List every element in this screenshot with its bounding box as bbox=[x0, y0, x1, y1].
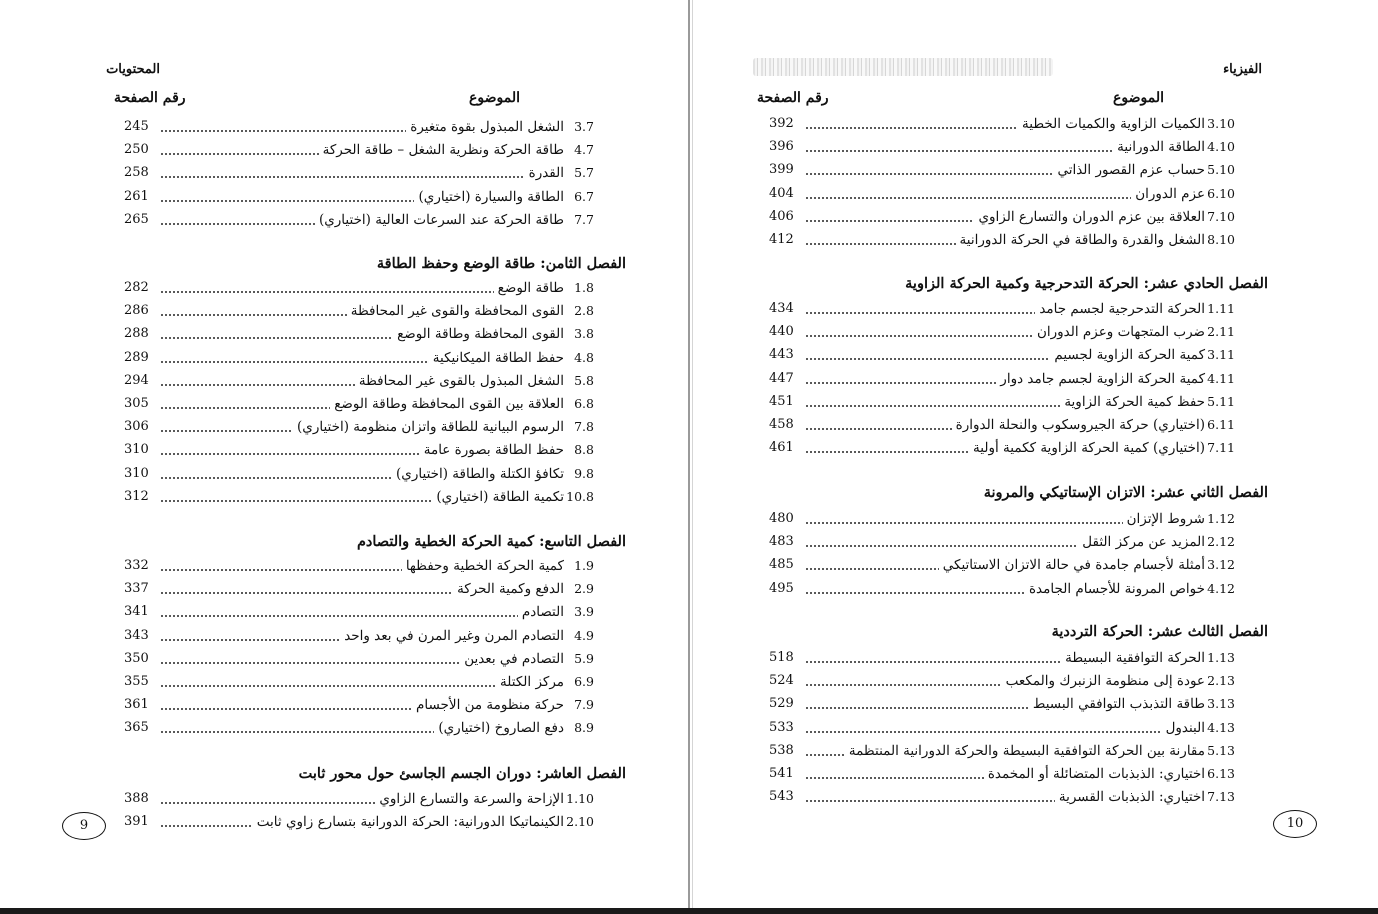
entry-page: 312 bbox=[124, 488, 149, 504]
toc-entry bbox=[805, 136, 1235, 158]
leader-dots bbox=[160, 825, 253, 827]
entry-number: 5.11 bbox=[1207, 393, 1235, 409]
entry-number: 3.8 bbox=[574, 326, 594, 342]
entry-title: الطاقة الدورانية bbox=[1117, 139, 1205, 156]
entry-page: 282 bbox=[124, 280, 149, 295]
entry-page: 447 bbox=[769, 370, 794, 386]
toc-entry bbox=[805, 113, 1235, 135]
toc-entry bbox=[805, 578, 1235, 600]
entry-number: 10.8 bbox=[566, 488, 594, 504]
entry-number: 6.10 bbox=[1207, 185, 1235, 201]
toc-entry bbox=[160, 463, 594, 485]
entry-number: 6.11 bbox=[1207, 417, 1235, 432]
leader-dots bbox=[160, 384, 355, 386]
leader-dots bbox=[805, 707, 1029, 709]
leader-dots bbox=[160, 153, 319, 155]
leader-dots bbox=[160, 407, 330, 409]
leader-dots bbox=[160, 662, 460, 664]
entry-page: 306 bbox=[124, 419, 149, 435]
entry-page: 392 bbox=[769, 116, 794, 131]
toc-entry bbox=[160, 116, 594, 138]
entry-title: اختياري: الذبذبات القسرية bbox=[1058, 789, 1205, 806]
entry-number: 4.9 bbox=[574, 627, 594, 643]
entry-page: 310 bbox=[124, 442, 149, 458]
entry-title: العلاقة بين القوى المحافظة وطاقة الوضع bbox=[334, 396, 564, 412]
entry-page: 391 bbox=[124, 814, 149, 830]
entry-number: 2.12 bbox=[1207, 534, 1235, 550]
entry-title: كمية الحركة الزاوية لجسم جامد دوار bbox=[1000, 370, 1205, 387]
entry-page: 365 bbox=[124, 720, 149, 736]
entry-number: 4.7 bbox=[574, 142, 594, 158]
entry-title: القدرة bbox=[528, 165, 564, 182]
toc-entry bbox=[805, 647, 1235, 669]
entry-number: 2.8 bbox=[574, 303, 594, 319]
entry-title: اختياري: الذبذبات المتضائلة أو المخمدة bbox=[987, 766, 1205, 782]
toc-entry bbox=[805, 206, 1235, 228]
entry-number: 7.10 bbox=[1207, 208, 1235, 224]
entry-page: 261 bbox=[124, 188, 149, 204]
toc-entry bbox=[805, 321, 1235, 343]
entry-page: 543 bbox=[769, 789, 794, 805]
entry-title: طاقة التذبذب التوافقي البسيط bbox=[1032, 696, 1205, 713]
leader-dots bbox=[160, 569, 402, 571]
leader-dots bbox=[160, 477, 392, 479]
entry-number: 6.7 bbox=[574, 188, 594, 204]
leader-dots bbox=[805, 197, 1131, 199]
entry-number: 2.11 bbox=[1207, 324, 1235, 340]
toc-entry bbox=[805, 693, 1235, 715]
entry-number: 1.12 bbox=[1207, 511, 1235, 526]
entry-number: 4.13 bbox=[1207, 719, 1235, 735]
column-header-page: رقم الصفحة bbox=[757, 90, 829, 106]
entry-title: التصادم في بعدين bbox=[464, 650, 564, 667]
leader-dots bbox=[805, 800, 1055, 802]
entry-page: 286 bbox=[124, 303, 149, 319]
leader-dots bbox=[805, 731, 1162, 733]
entry-number: 3.9 bbox=[574, 604, 594, 620]
toc-entry bbox=[805, 554, 1235, 576]
leader-dots bbox=[805, 127, 1018, 129]
leader-dots bbox=[805, 451, 969, 453]
chapter-heading: الفصل الثاني عشر: الاتزان الإستاتيكي والمرونة bbox=[983, 484, 1268, 501]
entry-page: 529 bbox=[769, 696, 794, 712]
entry-number: 1.11 bbox=[1207, 301, 1235, 316]
folio-number: 10 bbox=[1273, 810, 1317, 838]
entry-number: 2.10 bbox=[566, 814, 594, 830]
entry-title: العلاقة بين عزم الدوران والتسارع الزاوي bbox=[978, 208, 1205, 225]
entry-page: 337 bbox=[124, 581, 149, 597]
toc-entry bbox=[160, 694, 594, 716]
entry-title: شروط الإتزان bbox=[1126, 511, 1205, 527]
toc-entry bbox=[805, 229, 1235, 251]
entry-number: 2.9 bbox=[574, 581, 594, 597]
entry-page: 541 bbox=[769, 766, 794, 781]
leader-dots bbox=[160, 500, 432, 502]
chapter-heading: الفصل العاشر: دوران الجسم الجاسئ حول محور ثابت bbox=[298, 765, 626, 782]
toc-entry bbox=[805, 183, 1235, 205]
leader-dots bbox=[160, 685, 496, 687]
leader-dots bbox=[805, 684, 1002, 686]
leader-dots bbox=[160, 592, 453, 594]
leader-dots bbox=[160, 708, 412, 710]
leader-dots bbox=[160, 200, 414, 202]
entry-number: 7.11 bbox=[1207, 440, 1235, 456]
leader-dots bbox=[805, 568, 939, 570]
chapter-heading: الفصل الحادي عشر: الحركة التدحرجية وكمية الحركة الزاوية bbox=[905, 275, 1268, 292]
leader-dots bbox=[805, 754, 845, 756]
toc-entry bbox=[805, 391, 1235, 413]
leader-dots bbox=[805, 522, 1123, 524]
entry-title: الرسوم البيانية للطاقة واتزان منظومة (اختياري) bbox=[296, 419, 564, 436]
entry-page: 518 bbox=[769, 650, 794, 665]
entry-page: 305 bbox=[124, 396, 149, 411]
entry-title: دفع الصاروخ (اختياري) bbox=[438, 720, 564, 737]
entry-title: الشغل المبذول بالقوى غير المحافظة bbox=[358, 372, 564, 389]
entry-title: خواص المرونة للأجسام الجامدة bbox=[1028, 580, 1205, 597]
chapter-heading: الفصل التاسع: كمية الحركة الخطية والتصادم bbox=[356, 533, 626, 550]
leader-dots bbox=[805, 777, 984, 779]
leader-dots bbox=[805, 382, 996, 384]
entry-number: 7.7 bbox=[574, 211, 594, 227]
toc-entry bbox=[160, 811, 594, 833]
toc-entry bbox=[805, 740, 1235, 762]
entry-title: طاقة الوضع bbox=[497, 280, 564, 296]
entry-number: 5.7 bbox=[574, 165, 594, 181]
toc-entry bbox=[805, 763, 1235, 785]
entry-title: تكافؤ الكتلة والطاقة (اختياري) bbox=[396, 465, 564, 482]
entry-title: القوى المحافظة والقوى غير المحافظة bbox=[350, 303, 564, 320]
entry-page: 461 bbox=[769, 440, 794, 456]
leader-dots bbox=[160, 337, 393, 339]
leader-dots bbox=[160, 176, 525, 178]
entry-title: القوى المحافظة وطاقة الوضع bbox=[397, 326, 564, 343]
leader-dots bbox=[160, 453, 420, 455]
entry-number: 3.13 bbox=[1207, 696, 1235, 712]
leader-dots bbox=[805, 428, 952, 430]
entry-number: 8.8 bbox=[574, 442, 594, 458]
leader-dots bbox=[805, 243, 956, 245]
entry-title: الدفع وكمية الحركة bbox=[457, 581, 564, 598]
entry-title: كمية الحركة الزاوية لجسيم bbox=[1054, 347, 1205, 364]
column-header-topic: الموضوع bbox=[1113, 90, 1164, 106]
entry-title: التصادم المرن وغير المرن في بعد واحد bbox=[344, 627, 564, 644]
entry-title: حركة منظومة من الأجسام bbox=[416, 697, 564, 714]
leader-dots bbox=[805, 405, 1060, 407]
entry-number: 4.10 bbox=[1207, 139, 1235, 155]
entry-number: 5.8 bbox=[574, 372, 594, 388]
entry-number: 5.13 bbox=[1207, 742, 1235, 758]
entry-page: 355 bbox=[124, 674, 149, 689]
entry-title: الكينماتيكا الدورانية: الحركة الدورانية بتسارع زاوي ثابت bbox=[256, 814, 564, 831]
left-page bbox=[0, 0, 688, 914]
entry-number: 6.9 bbox=[574, 674, 594, 689]
entry-page: 350 bbox=[124, 650, 149, 666]
toc-entry bbox=[160, 788, 594, 810]
leader-dots bbox=[160, 639, 340, 641]
entry-title: كمية الحركة الخطية وحفظها bbox=[405, 558, 564, 574]
leader-dots bbox=[160, 731, 434, 733]
leader-dots bbox=[160, 615, 518, 617]
entry-page: 258 bbox=[124, 165, 149, 181]
entry-page: 406 bbox=[769, 208, 794, 224]
toc-entry bbox=[805, 368, 1235, 390]
leader-dots bbox=[160, 361, 429, 363]
entry-number: 7.8 bbox=[574, 419, 594, 435]
entry-page: 451 bbox=[769, 393, 794, 409]
leader-dots bbox=[805, 358, 1050, 360]
toc-entry bbox=[805, 414, 1235, 436]
entry-page: 458 bbox=[769, 417, 794, 432]
toc-entry bbox=[805, 508, 1235, 530]
toc-entry bbox=[805, 159, 1235, 181]
toc-entry bbox=[160, 277, 594, 299]
toc-entry bbox=[160, 186, 594, 208]
entry-number: 8.9 bbox=[574, 720, 594, 736]
entry-title: الحركة التوافقية البسيطة bbox=[1065, 650, 1205, 666]
entry-page: 361 bbox=[124, 697, 149, 713]
toc-entry bbox=[160, 323, 594, 345]
entry-title: حفظ الطاقة بصورة عامة bbox=[423, 442, 564, 459]
toc-entry bbox=[805, 437, 1235, 459]
entry-page: 250 bbox=[124, 142, 149, 158]
entry-page: 396 bbox=[769, 139, 794, 155]
entry-number: 5.10 bbox=[1207, 162, 1235, 178]
toc-entry bbox=[160, 370, 594, 392]
entry-title: الشغل المبذول بقوة متغيرة bbox=[410, 119, 564, 135]
entry-page: 265 bbox=[124, 211, 149, 227]
entry-page: 332 bbox=[124, 558, 149, 573]
entry-title: عزم الدوران bbox=[1135, 185, 1205, 202]
entry-title: طاقة الحركة عند السرعات العالية (اختياري) bbox=[318, 211, 564, 228]
entry-number: 8.10 bbox=[1207, 232, 1235, 247]
entry-title: طاقة الحركة ونظرية الشغل – طاقة الحركة bbox=[322, 142, 564, 159]
leader-dots bbox=[805, 661, 1061, 663]
entry-number: 6.13 bbox=[1207, 766, 1235, 781]
entry-number: 3.7 bbox=[574, 119, 594, 134]
toc-entry bbox=[805, 531, 1235, 553]
entry-page: 288 bbox=[124, 326, 149, 342]
entry-title: مركز الكتلة bbox=[500, 674, 564, 690]
entry-page: 538 bbox=[769, 742, 794, 758]
toc-entry bbox=[160, 648, 594, 670]
entry-title: التصادم bbox=[521, 604, 564, 621]
leader-dots bbox=[805, 150, 1113, 152]
entry-title: المزيد عن مركز الثقل bbox=[1082, 534, 1205, 551]
entry-title: أمثلة لأجسام جامدة في حالة الاتزان الاستاتيكي bbox=[942, 557, 1205, 574]
entry-page: 524 bbox=[769, 673, 794, 689]
leader-dots bbox=[805, 173, 1053, 175]
toc-entry bbox=[160, 671, 594, 693]
entry-title: حساب عزم القصور الذاتي bbox=[1057, 162, 1205, 179]
toc-entry bbox=[160, 439, 594, 461]
entry-title: البندول bbox=[1165, 719, 1205, 736]
entry-title: ضرب المتجهات وعزم الدوران bbox=[1036, 324, 1205, 341]
entry-page: 440 bbox=[769, 324, 794, 340]
entry-number: 2.13 bbox=[1207, 673, 1235, 689]
entry-title: مقارنة بين الحركة التوافقية البسيطة والحركة الدورانية المنتظمة bbox=[848, 742, 1205, 759]
leader-dots bbox=[160, 430, 293, 432]
entry-title: تكمية الطاقة (اختياري) bbox=[436, 488, 564, 505]
toc-entry bbox=[160, 601, 594, 623]
toc-entry bbox=[160, 416, 594, 438]
toc-entry bbox=[160, 347, 594, 369]
entry-number: 1.8 bbox=[574, 280, 594, 295]
entry-page: 443 bbox=[769, 347, 794, 363]
entry-number: 7.13 bbox=[1207, 789, 1235, 805]
entry-number: 3.10 bbox=[1207, 116, 1235, 131]
entry-number: 5.9 bbox=[574, 650, 594, 666]
entry-title: عودة إلى منظومة الزنبرك والمكعب bbox=[1005, 673, 1205, 690]
leader-dots bbox=[160, 314, 347, 316]
entry-number: 3.11 bbox=[1207, 347, 1235, 363]
entry-page: 310 bbox=[124, 465, 149, 481]
entry-number: 9.8 bbox=[574, 465, 594, 481]
entry-number: 1.13 bbox=[1207, 650, 1235, 665]
chapter-heading: الفصل الثالث عشر: الحركة الترددية bbox=[1051, 623, 1268, 640]
entry-number: 1.9 bbox=[574, 558, 594, 573]
entry-number: 4.11 bbox=[1207, 370, 1235, 386]
toc-entry bbox=[160, 139, 594, 161]
leader-dots bbox=[160, 223, 315, 225]
entry-title: (اختياري) حركة الجيروسكوب والنحلة الدوارة bbox=[955, 417, 1205, 433]
toc-entry bbox=[160, 578, 594, 600]
toc-entry bbox=[160, 209, 594, 231]
toc-entry bbox=[805, 786, 1235, 808]
chapter-heading: الفصل الثامن: طاقة الوضع وحفظ الطاقة bbox=[376, 255, 626, 272]
toc-entry bbox=[160, 717, 594, 739]
toc-entry bbox=[805, 717, 1235, 739]
leader-dots bbox=[160, 291, 494, 293]
entry-page: 485 bbox=[769, 557, 794, 573]
entry-page: 289 bbox=[124, 349, 149, 365]
toc-entry bbox=[805, 344, 1235, 366]
entry-page: 480 bbox=[769, 511, 794, 526]
entry-number: 1.10 bbox=[566, 791, 594, 806]
entry-page: 412 bbox=[769, 232, 794, 247]
leader-dots bbox=[805, 335, 1033, 337]
leader-dots bbox=[160, 130, 406, 132]
entry-title: الشغل والقدرة والطاقة في الحركة الدورانية bbox=[959, 232, 1205, 248]
entry-page: 404 bbox=[769, 185, 794, 201]
running-head: المحتويات bbox=[106, 62, 160, 77]
toc-entry bbox=[160, 393, 594, 415]
entry-page: 294 bbox=[124, 372, 149, 388]
scan-smudge bbox=[753, 58, 1053, 76]
toc-entry bbox=[805, 670, 1235, 692]
entry-page: 343 bbox=[124, 627, 149, 643]
entry-title: حفظ كمية الحركة الزاوية bbox=[1064, 393, 1205, 410]
leader-dots bbox=[160, 802, 375, 804]
entry-title: حفظ الطاقة الميكانيكية bbox=[432, 349, 564, 366]
entry-title: الكميات الزاوية والكميات الخطية bbox=[1022, 116, 1205, 132]
entry-page: 434 bbox=[769, 301, 794, 316]
leader-dots bbox=[805, 220, 974, 222]
entry-number: 4.8 bbox=[574, 349, 594, 365]
leader-dots bbox=[805, 312, 1035, 314]
entry-title: الحركة التدحرجية لجسم جامد bbox=[1039, 301, 1205, 317]
entry-number: 6.8 bbox=[574, 396, 594, 411]
toc-entry bbox=[160, 486, 594, 508]
entry-page: 245 bbox=[124, 119, 149, 134]
column-header-page: رقم الصفحة bbox=[114, 90, 186, 106]
entry-page: 483 bbox=[769, 534, 794, 550]
leader-dots bbox=[805, 592, 1025, 594]
entry-page: 388 bbox=[124, 791, 149, 806]
gutter bbox=[688, 0, 690, 914]
entry-title: الإزاحة والسرعة والتسارع الزاوي bbox=[379, 791, 564, 807]
toc-entry bbox=[160, 300, 594, 322]
entry-number: 3.12 bbox=[1207, 557, 1235, 573]
entry-number: 7.9 bbox=[574, 697, 594, 713]
right-page bbox=[693, 0, 1378, 914]
entry-page: 495 bbox=[769, 580, 794, 596]
running-head: الفيزياء bbox=[1223, 62, 1262, 77]
folio-number: 9 bbox=[62, 812, 106, 840]
entry-title: (اختياري) كمية الحركة الزاوية ككمية أولية bbox=[973, 440, 1205, 457]
entry-title: الطاقة والسيارة (اختياري) bbox=[418, 188, 564, 205]
toc-entry bbox=[160, 555, 594, 577]
column-header-topic: الموضوع bbox=[469, 90, 520, 106]
entry-page: 341 bbox=[124, 604, 149, 620]
entry-number: 4.12 bbox=[1207, 580, 1235, 596]
toc-entry bbox=[160, 625, 594, 647]
toc-entry bbox=[805, 298, 1235, 320]
toc-entry bbox=[160, 162, 594, 184]
entry-page: 399 bbox=[769, 162, 794, 178]
leader-dots bbox=[805, 545, 1078, 547]
entry-page: 533 bbox=[769, 719, 794, 735]
